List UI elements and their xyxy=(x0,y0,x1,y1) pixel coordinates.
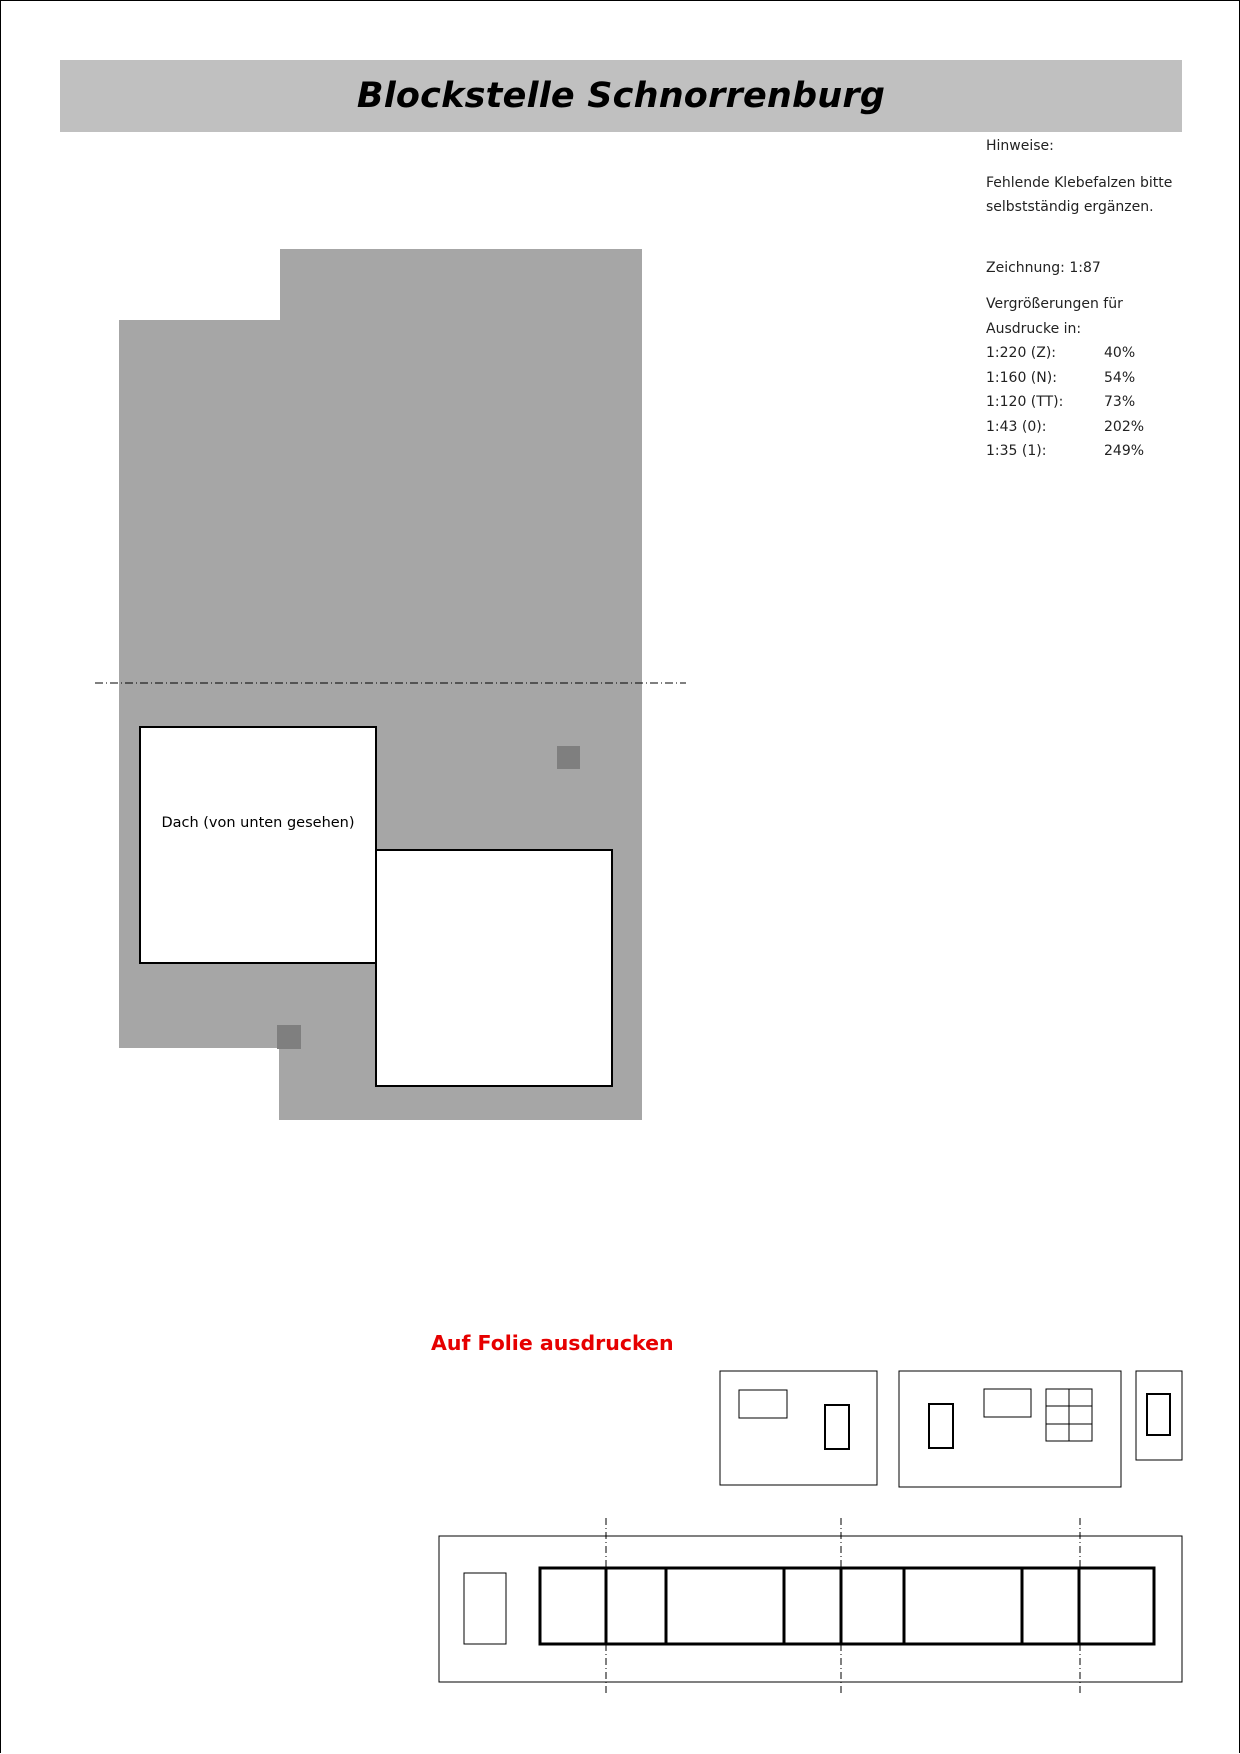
ratio-percent: 249% xyxy=(1104,443,1145,459)
folie-strip xyxy=(540,1568,1154,1644)
notes-line: selbstständig ergänzen. xyxy=(986,199,1154,215)
folie-window xyxy=(929,1404,953,1448)
folie-window-grid xyxy=(1046,1389,1092,1441)
ratio-percent: 54% xyxy=(1104,369,1136,386)
ratio-scale: 1:160 (N): xyxy=(986,369,1057,386)
folie-window xyxy=(1147,1394,1170,1435)
ratio-scale: 1:120 (TT): xyxy=(986,394,1064,410)
notes-line: Fehlende Klebefalzen bitte xyxy=(986,174,1173,191)
glue-square xyxy=(277,1025,301,1049)
page-title: Blockstelle Schnorrenburg xyxy=(356,76,886,116)
roof-panel-right xyxy=(376,850,612,1086)
folie-label: Auf Folie ausdrucken xyxy=(431,1331,674,1355)
notes-heading: Hinweise: xyxy=(986,138,1054,154)
glue-square xyxy=(557,746,580,769)
folie-window xyxy=(739,1390,787,1418)
ratio-scale: 1:220 (Z): xyxy=(986,345,1057,361)
folie-window-group xyxy=(720,1371,877,1485)
drawing-scale: Zeichnung: 1:87 xyxy=(986,259,1101,276)
enlarge-heading: Vergrößerungen für xyxy=(986,296,1123,312)
folie-window xyxy=(825,1405,849,1449)
enlarge-heading: Ausdrucke in: xyxy=(986,320,1082,337)
folie-window xyxy=(984,1389,1031,1417)
roof-panel-left xyxy=(140,727,376,963)
ratio-percent: 40% xyxy=(1104,345,1136,361)
ratio-scale: 1:43 (0): xyxy=(986,418,1047,435)
folie-window xyxy=(464,1573,506,1644)
roof-label: Dach (von unten gesehen) xyxy=(161,815,355,831)
ratio-scale: 1:35 (1): xyxy=(986,443,1047,459)
ratio-percent: 73% xyxy=(1104,394,1136,410)
ratio-percent: 202% xyxy=(1104,418,1145,435)
